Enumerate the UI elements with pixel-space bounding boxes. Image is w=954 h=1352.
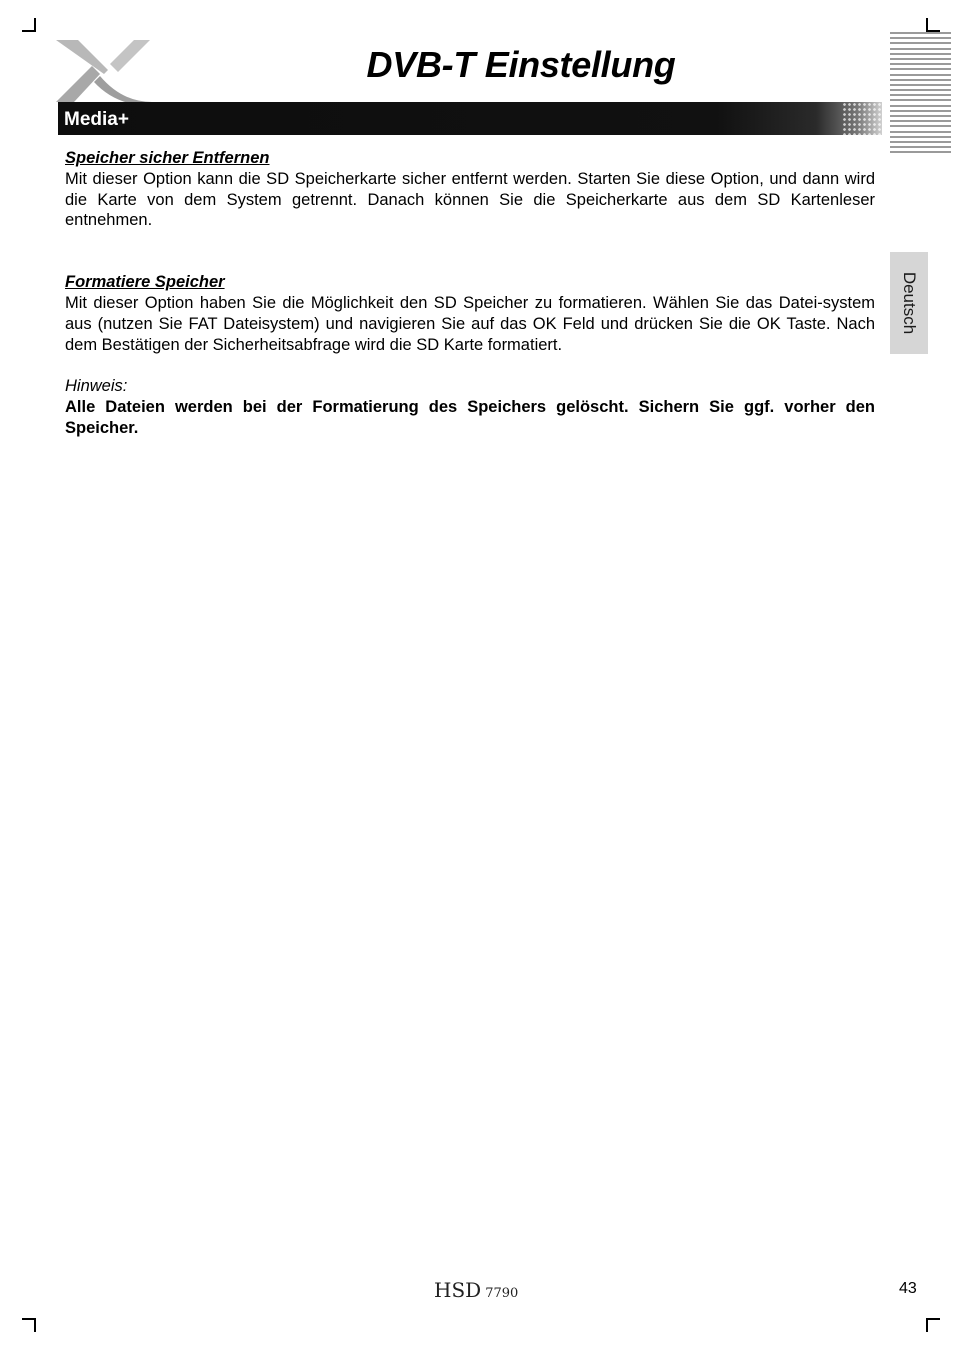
crop-mark-top-right (926, 18, 940, 32)
note-text: Alle Dateien werden bei der Formatierung des Speichers gelöscht. Sichern Sie ggf. vorher den Speicher. (65, 398, 875, 437)
halftone-dots (842, 102, 882, 135)
main-content (65, 148, 875, 439)
page-number: 43 (899, 1280, 917, 1297)
product-logo (434, 1278, 518, 1302)
crop-mark-top-left (22, 18, 36, 32)
language-tab (890, 252, 928, 354)
crop-mark-bottom-left (22, 1318, 36, 1332)
section-title: Media+ (64, 109, 129, 130)
product-model: 7790 (485, 1286, 519, 1301)
product-logo-text: HSD (434, 1278, 482, 1302)
note-label: Hinweis: (65, 377, 128, 396)
page-title: DVB-T Einstellung (366, 44, 676, 85)
language-tab-label: Deutsch (900, 271, 919, 335)
section1-body: Mit dieser Option kann die SD Speicherkarte sicher entfernt werden. Starten Sie diese Option, und dann wird die Karte von dem System getrennt. Danach können Sie die Speicherkarte aus dem SD Kartenleser entnehmen. (65, 169, 875, 230)
decorative-stripes (890, 32, 951, 158)
section2-body: Mit dieser Option haben Sie die Möglichkeit den SD Speicher zu formatieren. Wählen Sie das Datei-system aus (nutzen Sie FAT Dateisystem) und navigieren Sie auf das OK Feld und drücken Sie die OK Taste. Nach dem Bestätigen der Sicherheitsabfrage wird die SD Karte formatiert. (65, 293, 875, 354)
crop-mark-bottom-right (926, 1318, 940, 1332)
section2-heading: Formatiere Speicher (65, 273, 225, 292)
section-header-bar (58, 102, 882, 135)
section1-heading: Speicher sicher Entfernen (65, 149, 270, 167)
